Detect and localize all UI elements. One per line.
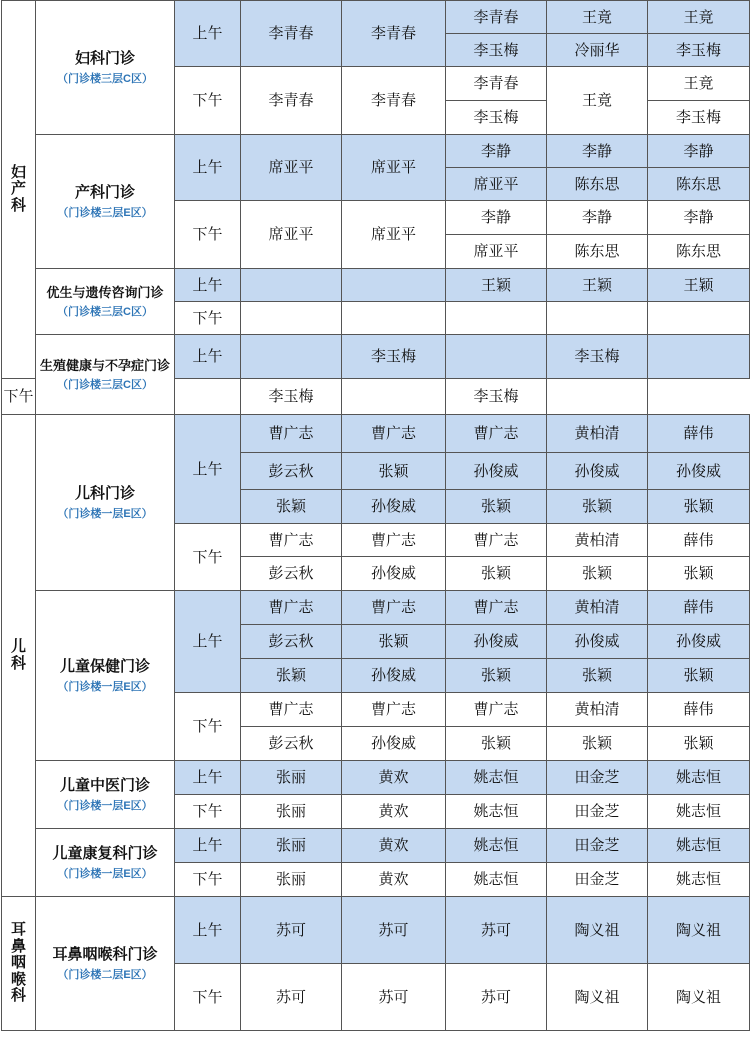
- doctor-cell: 张颖: [547, 727, 648, 761]
- clinic-location: （门诊楼一层E区）: [57, 680, 153, 693]
- doctor-cell: 席亚平: [342, 201, 446, 269]
- doctor-cell: 田金芝: [547, 863, 648, 897]
- doctor-cell: 张颖: [241, 659, 342, 693]
- doctor-cell: 陈东思: [547, 168, 648, 201]
- doctor-cell: [175, 379, 241, 415]
- doctor-cell: 曹广志: [342, 524, 446, 557]
- clinic-name: 儿童中医门诊: [59, 777, 150, 795]
- clinic-gyn: [36, 1, 175, 135]
- doctor-cell: 张颖: [342, 625, 446, 659]
- period-am: 上午: [175, 761, 241, 795]
- doctor-cell: 薛伟: [648, 591, 750, 625]
- doctor-cell: 姚志恒: [446, 795, 547, 829]
- doctor-cell: [241, 302, 342, 335]
- doctor-cell: 王颖: [648, 269, 750, 302]
- doctor-cell: 李青春: [241, 67, 342, 135]
- clinic-location: （门诊楼二层E区）: [57, 968, 153, 981]
- doctor-cell: 黄柏清: [547, 693, 648, 727]
- doctor-cell: 彭云秋: [241, 727, 342, 761]
- doctor-cell: 张颖: [342, 453, 446, 490]
- period-am: 上午: [175, 591, 241, 693]
- doctor-cell: 苏可: [446, 897, 547, 964]
- dept-obgyn-label: 妇 产 科: [2, 1, 36, 379]
- doctor-cell: 李青春: [446, 1, 547, 34]
- doctor-cell: 姚志恒: [446, 829, 547, 863]
- period-pm: 下午: [175, 302, 241, 335]
- schedule-table: [1, 0, 750, 1031]
- doctor-cell: 曹广志: [241, 524, 342, 557]
- doctor-cell: 孙俊威: [648, 625, 750, 659]
- period-am: 上午: [175, 1, 241, 67]
- period-pm: 下午: [175, 964, 241, 1031]
- clinic-location: （门诊楼一层E区）: [57, 507, 153, 520]
- doctor-cell: 曹广志: [342, 591, 446, 625]
- doctor-cell: 黄欢: [342, 761, 446, 795]
- doctor-cell: 席亚平: [342, 135, 446, 201]
- doctor-cell: 彭云秋: [241, 453, 342, 490]
- doctor-cell: 李玉梅: [446, 34, 547, 67]
- doctor-cell: 彭云秋: [241, 625, 342, 659]
- clinic-location: （门诊楼三层C区）: [57, 378, 153, 391]
- doctor-cell: [547, 302, 648, 335]
- period-am: 上午: [175, 829, 241, 863]
- doctor-cell: 曹广志: [446, 693, 547, 727]
- doctor-cell: 王颖: [547, 269, 648, 302]
- doctor-cell: 黄欢: [342, 863, 446, 897]
- doctor-cell: 薛伟: [648, 693, 750, 727]
- period-pm: 下午: [2, 379, 36, 415]
- doctor-cell: 李青春: [446, 67, 547, 101]
- doctor-cell: 李玉梅: [446, 101, 547, 135]
- period-pm: 下午: [175, 693, 241, 761]
- period-am: 上午: [175, 335, 241, 379]
- doctor-cell: [342, 302, 446, 335]
- doctor-cell: 陶义祖: [547, 897, 648, 964]
- doctor-cell: 孙俊威: [342, 557, 446, 591]
- doctor-cell: 张颖: [547, 557, 648, 591]
- doctor-cell: 苏可: [446, 964, 547, 1031]
- period-am: 上午: [175, 135, 241, 201]
- doctor-cell: 张丽: [241, 795, 342, 829]
- doctor-cell: 李玉梅: [446, 379, 547, 415]
- doctor-cell: 李静: [648, 201, 750, 235]
- clinic-name: 产科门诊: [74, 184, 135, 202]
- clinic-name: 儿童保健门诊: [59, 658, 150, 676]
- doctor-cell: 黄欢: [342, 829, 446, 863]
- doctor-cell: 张颖: [241, 490, 342, 524]
- doctor-cell: 李玉梅: [241, 379, 342, 415]
- period-am: 上午: [175, 269, 241, 302]
- clinic-genetic: [36, 269, 175, 335]
- doctor-cell: 曹广志: [241, 415, 342, 453]
- doctor-cell: 姚志恒: [648, 829, 750, 863]
- clinic-name: 生殖健康与不孕症门诊: [39, 358, 170, 374]
- doctor-cell: [342, 379, 446, 415]
- doctor-cell: 陶义祖: [547, 964, 648, 1031]
- doctor-cell: 李静: [446, 135, 547, 168]
- doctor-cell: 姚志恒: [648, 795, 750, 829]
- doctor-cell: 姚志恒: [446, 863, 547, 897]
- doctor-cell: 苏可: [342, 897, 446, 964]
- clinic-tcm: [36, 761, 175, 829]
- doctor-cell: 张颖: [648, 557, 750, 591]
- doctor-cell: 曹广志: [446, 415, 547, 453]
- doctor-cell: 曹广志: [342, 415, 446, 453]
- doctor-cell: 曹广志: [446, 591, 547, 625]
- doctor-cell: 张丽: [241, 863, 342, 897]
- doctor-cell: 田金芝: [547, 761, 648, 795]
- doctor-cell: 李玉梅: [648, 101, 750, 135]
- doctor-cell: [241, 269, 342, 302]
- doctor-cell: 张颖: [547, 490, 648, 524]
- clinic-name: 妇科门诊: [74, 50, 135, 68]
- doctor-cell: 张颖: [648, 490, 750, 524]
- doctor-cell: 李玉梅: [547, 335, 648, 379]
- doctor-cell: 苏可: [342, 964, 446, 1031]
- doctor-cell: 陶义祖: [648, 964, 750, 1031]
- dept-ent-label: 耳 鼻 咽 喉 科: [2, 897, 36, 1031]
- doctor-cell: 姚志恒: [648, 761, 750, 795]
- doctor-cell: 陈东思: [648, 235, 750, 269]
- doctor-cell: [547, 379, 648, 415]
- doctor-cell: 薛伟: [648, 524, 750, 557]
- clinic-fertility: [36, 335, 175, 415]
- doctor-cell: 李青春: [342, 1, 446, 67]
- clinic-name: 优生与遗传咨询门诊: [46, 285, 164, 301]
- doctor-cell: 王竟: [648, 1, 750, 34]
- doctor-cell: 冷丽华: [547, 34, 648, 67]
- period-pm: 下午: [175, 524, 241, 591]
- doctor-cell: 田金芝: [547, 795, 648, 829]
- clinic-location: （门诊楼三层C区）: [57, 72, 153, 85]
- doctor-cell: 张颖: [446, 557, 547, 591]
- doctor-cell: 张丽: [241, 761, 342, 795]
- doctor-cell: 曹广志: [446, 524, 547, 557]
- clinic-location: （门诊楼三层C区）: [57, 305, 153, 318]
- doctor-cell: 王竟: [648, 67, 750, 101]
- doctor-cell: 陶义祖: [648, 897, 750, 964]
- doctor-cell: 王颖: [446, 269, 547, 302]
- doctor-cell: 黄柏清: [547, 524, 648, 557]
- clinic-ent: [36, 897, 175, 1031]
- doctor-cell: 陈东思: [648, 168, 750, 201]
- doctor-cell: 孙俊威: [547, 625, 648, 659]
- period-pm: 下午: [175, 795, 241, 829]
- doctor-cell: 苏可: [241, 964, 342, 1031]
- doctor-cell: 李玉梅: [342, 335, 446, 379]
- clinic-rehab: [36, 829, 175, 897]
- doctor-cell: 曹广志: [241, 693, 342, 727]
- clinic-location: （门诊楼一层E区）: [57, 867, 153, 880]
- doctor-cell: 席亚平: [446, 235, 547, 269]
- doctor-cell: 曹广志: [241, 591, 342, 625]
- clinic-obs: [36, 135, 175, 269]
- doctor-cell: [342, 269, 446, 302]
- doctor-cell: 黄柏清: [547, 591, 648, 625]
- clinic-location: （门诊楼三层E区）: [57, 206, 153, 219]
- doctor-cell: 黄欢: [342, 795, 446, 829]
- doctor-cell: 薛伟: [648, 415, 750, 453]
- doctor-cell: 苏可: [241, 897, 342, 964]
- doctor-cell: 席亚平: [241, 201, 342, 269]
- doctor-cell: [446, 302, 547, 335]
- doctor-cell: 孙俊威: [342, 490, 446, 524]
- clinic-ped: [36, 415, 175, 591]
- doctor-cell: 李静: [446, 201, 547, 235]
- period-am: 上午: [175, 415, 241, 524]
- clinic-name: 耳鼻咽喉科门诊: [52, 946, 158, 964]
- doctor-cell: [241, 335, 342, 379]
- period-pm: 下午: [175, 67, 241, 135]
- doctor-cell: 席亚平: [446, 168, 547, 201]
- doctor-cell: 李静: [547, 201, 648, 235]
- doctor-cell: 席亚平: [241, 135, 342, 201]
- doctor-cell: 张颖: [446, 727, 547, 761]
- doctor-cell: 张颖: [446, 659, 547, 693]
- doctor-cell: 李青春: [241, 1, 342, 67]
- doctor-cell: 张丽: [241, 829, 342, 863]
- doctor-cell: 王竟: [547, 1, 648, 34]
- doctor-cell: 陈东思: [547, 235, 648, 269]
- doctor-cell: 李青春: [342, 67, 446, 135]
- period-pm: 下午: [175, 201, 241, 269]
- doctor-cell: 张颖: [648, 727, 750, 761]
- doctor-cell: 张颖: [648, 659, 750, 693]
- doctor-cell: 张颖: [547, 659, 648, 693]
- doctor-cell: [446, 335, 547, 379]
- doctor-cell: [648, 302, 750, 335]
- doctor-cell: 姚志恒: [648, 863, 750, 897]
- clinic-name: 儿科门诊: [74, 485, 135, 503]
- doctor-cell: 孙俊威: [446, 625, 547, 659]
- doctor-cell: 李静: [547, 135, 648, 168]
- dept-peds-label: 儿 科: [2, 415, 36, 897]
- doctor-cell: 曹广志: [342, 693, 446, 727]
- doctor-cell: 王竟: [547, 67, 648, 135]
- doctor-cell: 李玉梅: [648, 34, 750, 67]
- doctor-cell: 张颖: [446, 490, 547, 524]
- period-am: 上午: [175, 897, 241, 964]
- doctor-cell: 姚志恒: [446, 761, 547, 795]
- doctor-cell: 黄柏清: [547, 415, 648, 453]
- doctor-cell: 田金芝: [547, 829, 648, 863]
- clinic-childcare: [36, 591, 175, 761]
- doctor-cell: [648, 335, 750, 379]
- doctor-cell: 彭云秋: [241, 557, 342, 591]
- doctor-cell: 孙俊威: [342, 727, 446, 761]
- doctor-cell: 孙俊威: [547, 453, 648, 490]
- clinic-location: （门诊楼一层E区）: [57, 799, 153, 812]
- doctor-cell: 孙俊威: [342, 659, 446, 693]
- doctor-cell: 孙俊威: [446, 453, 547, 490]
- period-pm: 下午: [175, 863, 241, 897]
- doctor-cell: 李静: [648, 135, 750, 168]
- clinic-name: 儿童康复科门诊: [52, 845, 158, 863]
- doctor-cell: 孙俊威: [648, 453, 750, 490]
